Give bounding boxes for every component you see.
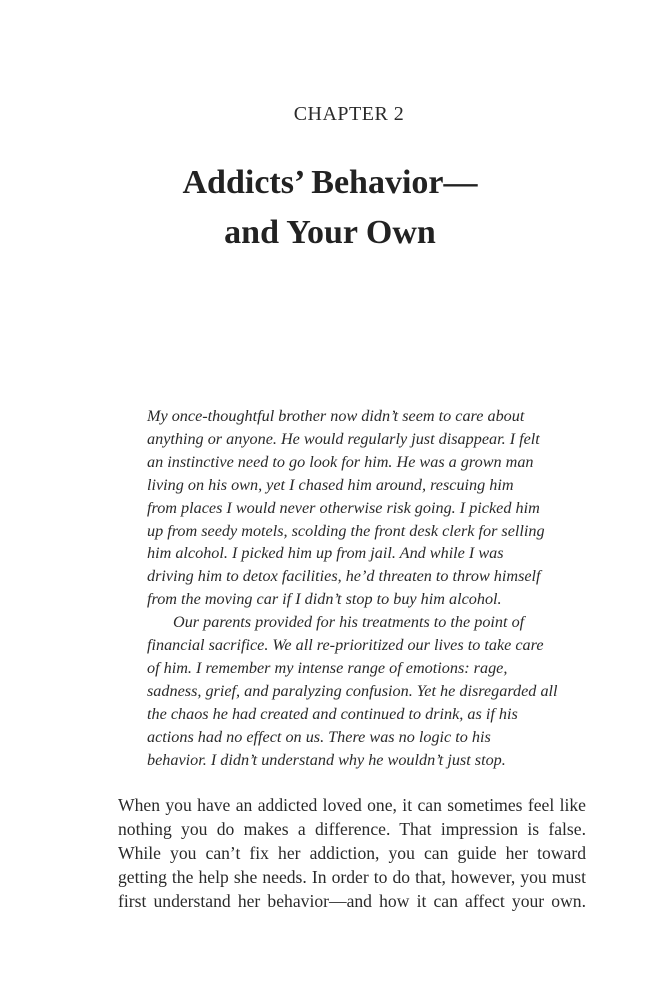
chapter-title-line: and Your Own [224, 214, 436, 251]
epigraph-line: sadness, grief, and paralyzing confusion. Yet he disregarded all [147, 681, 558, 700]
epigraph-line: of him. I remember my intense range of emotions: rage, [147, 658, 508, 677]
body-paragraph [118, 793, 586, 913]
epigraph-paragraph [147, 405, 587, 611]
epigraph-line: him alcohol. I picked him up from jail. And while I was [147, 544, 504, 563]
epigraph-line: behavior. I didn’t understand why he wouldn’t just stop. [147, 750, 506, 769]
body-line: nothing you do makes a difference. That impression is false. [118, 819, 586, 840]
epigraph-line: actions had no effect on us. There was no logic to his [147, 727, 491, 746]
epigraph-line: Our parents provided for his treatments to the point of [173, 613, 525, 632]
epigraph-line: up from seedy motels, scolding the front desk clerk for selling [147, 521, 545, 540]
body-line: When you have an addicted loved one, it can sometimes feel like [118, 795, 586, 815]
body-line: first understand her behavior—and how it can affect your own. [118, 891, 586, 912]
epigraph [147, 405, 587, 772]
chapter-title [0, 158, 660, 258]
body-line: getting the help she needs. In order to do that, however, you must [118, 867, 586, 888]
epigraph-line: an instinctive need to go look for him. He was a grown man [147, 452, 534, 471]
chapter-label: CHAPTER 2 [293, 103, 405, 125]
epigraph-paragraph [147, 611, 587, 771]
body-line: While you can’t fix her addiction, you can guide her toward [118, 843, 586, 864]
epigraph-line: anything or anyone. He would regularly just disappear. I felt [147, 429, 540, 448]
epigraph-line: financial sacrifice. We all re-prioritized our lives to take care [147, 636, 544, 655]
epigraph-line: My once-thoughtful brother now didn’t seem to care about [147, 407, 525, 425]
epigraph-line: living on his own, yet I chased him around, rescuing him [147, 475, 514, 494]
epigraph-line: the chaos he had created and continued to drink, as if his [147, 704, 518, 723]
epigraph-line: from places I would never otherwise risk going. I picked him [147, 498, 540, 517]
chapter-title-line: Addicts’ Behavior— [182, 164, 478, 201]
epigraph-line: from the moving car if I didn’t stop to buy him alcohol. [147, 590, 502, 609]
epigraph-line: driving him to detox facilities, he’d threaten to throw himself [147, 567, 541, 586]
